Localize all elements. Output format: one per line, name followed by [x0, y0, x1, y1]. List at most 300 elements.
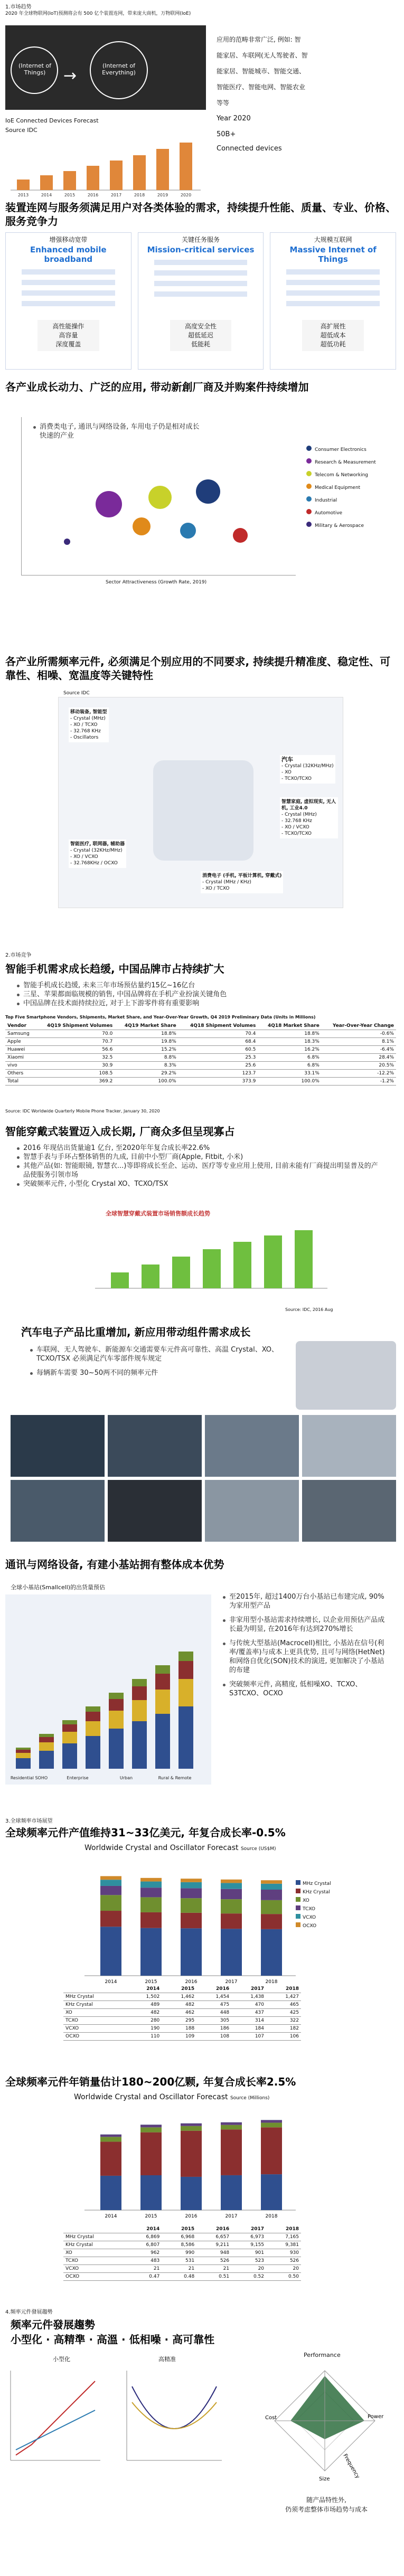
legend-swatch	[296, 1914, 300, 1919]
table-cell: 462	[162, 2009, 196, 2017]
callout-smart-home	[280, 797, 338, 838]
radar-label: Size	[319, 2476, 330, 2482]
volume-bar	[140, 2127, 162, 2132]
wearable-bar	[295, 1230, 313, 1288]
bullet: 中国品牌在技术面持续拉近, 对于上下游零件将有重要影响	[16, 999, 386, 1008]
callout-item: - 32.768 KHz	[281, 818, 312, 824]
feature: 高容量	[59, 332, 78, 339]
radar-title: Performance	[304, 2352, 341, 2358]
car-illustration	[153, 760, 253, 861]
callout-item: - XO / VCXO	[70, 854, 98, 860]
bullet: 三星、苹果都面临规模的销售, 中国品牌将在手机产业扮演关键角色	[16, 990, 386, 999]
bubble	[64, 539, 70, 545]
table-cell: -12.2%	[322, 1070, 396, 1078]
value-bar	[261, 1880, 282, 1884]
table-row	[63, 2017, 301, 2025]
table-cell: 9,211	[196, 2241, 231, 2249]
value-legend	[296, 1880, 331, 1930]
table-row	[5, 1030, 396, 1038]
iot-label: (Internet of Things)	[18, 62, 52, 76]
chart-title	[74, 2093, 269, 2101]
smallcell-bar	[109, 1711, 124, 1729]
legend-swatch	[306, 484, 312, 489]
year-label: 2016	[185, 1979, 198, 1985]
volume-chart	[63, 2105, 317, 2221]
table-cell: 182	[266, 2025, 301, 2033]
radar-label: Frequency	[342, 2453, 361, 2480]
smallcell-bar	[16, 1748, 31, 1750]
table-cell: 70.7	[35, 1038, 115, 1046]
table-cell: 1,427	[266, 1993, 301, 2001]
legend-item	[296, 1880, 331, 1888]
legend-swatch	[306, 496, 312, 502]
table-cell: 21	[196, 2265, 231, 2273]
legend-swatch	[306, 446, 312, 451]
bullet-list	[16, 981, 386, 1008]
section-number: 2.市场竞争	[5, 952, 32, 958]
table-cell: 0.47	[127, 2273, 162, 2281]
forecast-bar	[87, 166, 99, 190]
table-cell: 1,502	[127, 1993, 162, 2001]
section-number: 4.频率元件發展趨勢	[5, 2309, 53, 2315]
year-label: 2014	[105, 1979, 117, 1985]
panel-cn-title: 关键任务服务	[182, 236, 220, 243]
value-bar	[181, 1879, 202, 1882]
wearable-bar	[111, 1272, 129, 1288]
volume-bar	[261, 2120, 282, 2122]
table-cell: 8.3%	[115, 1062, 178, 1070]
callout-item: - Crystal (32KHz/MHz)	[70, 848, 123, 853]
bullet: 与传统大型基站(Macrocell)相比, 小基站在信号(利率/覆盖率)与成本上更具优势, 且可与网络(HetNet)和网络自优化(SON)技术的演进, 更加解决了小基站的布建	[222, 1639, 391, 1675]
year-label: Year 2020	[217, 115, 251, 122]
table-cell: 483	[127, 2257, 162, 2265]
smallcell-bar	[132, 1686, 147, 1700]
table-row	[5, 1062, 396, 1070]
vendor-table	[5, 1022, 396, 1086]
col-header: 2014	[127, 2225, 162, 2233]
table-cell: 109	[162, 2033, 196, 2041]
callout-item: - 32.768 KHz	[70, 729, 101, 734]
headline: 频率元件發展趨勢	[11, 2318, 95, 2331]
col-header: Year-Over-Year Change	[322, 1022, 396, 1030]
table-cell: 901	[231, 2249, 266, 2257]
callout-item: - XO	[281, 770, 292, 775]
volume-bar	[181, 2177, 202, 2210]
callout-item: - XO / VCXO	[281, 825, 309, 830]
volume-bar	[221, 2122, 242, 2125]
table-cell: 6.8%	[258, 1062, 321, 1070]
table-row	[63, 2033, 301, 2041]
forecast-bar	[40, 175, 53, 190]
app-line: 能家居、车联网(无人驾驶者、智	[217, 52, 308, 59]
headline: 全球频率元件年销量估计180~200亿颗, 年复合成长率2.5%	[5, 2075, 296, 2088]
table-cell: 107	[231, 2033, 266, 2041]
smallcell-bar	[178, 1652, 193, 1661]
bubble-legend	[306, 444, 396, 532]
year-label: 2015	[64, 193, 76, 197]
section-number: 1.市场趋势	[5, 4, 32, 10]
bullet-list	[16, 1144, 380, 1188]
wearable-chart-title: 全球智慧穿戴式装置市场销售额成长趋势	[106, 1210, 210, 1217]
table-cell: TCXO	[63, 2017, 127, 2025]
smallcell-bar	[86, 1712, 100, 1721]
legend-swatch	[306, 458, 312, 464]
callout-consumer	[201, 871, 283, 893]
col-header: 2017	[231, 2225, 266, 2233]
legend-label: KHz Crystal	[303, 1890, 330, 1895]
radar-label: Cost	[265, 2415, 277, 2421]
table-cell: Huawei	[5, 1046, 35, 1054]
ioe-label: (Internet of Everything)	[102, 62, 136, 76]
table-cell: TCXO	[63, 2257, 127, 2265]
forecast-bar	[180, 143, 192, 190]
legend-swatch	[296, 1897, 300, 1902]
table-cell: 523	[231, 2257, 266, 2265]
x-label: Enterprise	[67, 1776, 89, 1780]
forecast-year-labels	[18, 193, 191, 197]
legend-item	[306, 444, 396, 456]
bullet: 智慧手表与手环占整体销售的九成, 目前中小型厂商(Apple, Fitbit, 小米)	[16, 1153, 380, 1162]
mid-chart-title: 高精准	[158, 2356, 176, 2363]
table-cell: 314	[231, 2017, 266, 2025]
x-label: Urban	[119, 1776, 133, 1780]
feature: 高扩展性	[320, 323, 346, 330]
smallcell-bar	[39, 1751, 54, 1769]
table-cell: 56.6	[35, 1046, 115, 1054]
legend-item	[306, 456, 396, 469]
col-header: 2017	[231, 1985, 266, 1993]
table-cell: OCXO	[63, 2273, 127, 2281]
smallcell-bar	[62, 1743, 77, 1769]
table-cell: 0.48	[162, 2273, 196, 2281]
panel-en-title: Mission-critical services	[147, 245, 255, 254]
table-cell: 21	[162, 2265, 196, 2273]
panel-bottom	[302, 320, 364, 351]
table-cell: 0.50	[266, 2273, 301, 2281]
chart-unit: Source (Millions)	[230, 2096, 270, 2101]
smallcell-bar	[86, 1736, 100, 1769]
bullet: 每辆新车需要 30~50两不同的频率元件	[29, 1369, 293, 1377]
table-cell: 19.8%	[115, 1038, 178, 1046]
section-automotive	[0, 1320, 404, 1552]
bullet-list	[29, 1345, 293, 1377]
table-cell: 21	[127, 2265, 162, 2273]
table-cell: 465	[266, 2001, 301, 2009]
legend-label: Research & Measurement	[315, 460, 376, 465]
callout-item: - Crystal (MHz)	[281, 812, 317, 817]
value-bar	[100, 1886, 121, 1895]
table-header	[63, 2225, 301, 2233]
smallcell-bar	[62, 1720, 77, 1724]
smallcell-bar	[109, 1693, 124, 1699]
section-subtitle: 2020 年全球物联网(IoT)预测将会有 500 亿个装置连网，带来庞大商机，万物联网(IoE)	[5, 11, 191, 16]
year-label: 2015	[145, 1979, 157, 1985]
value-bar	[261, 1890, 282, 1900]
value-bar	[221, 1913, 242, 1929]
table-source: Source: IDC Worldwide Quarterly Mobile Phone Tracker, January 30, 2020	[5, 1109, 160, 1114]
callout-item: - TCXO/TCXO	[281, 776, 312, 781]
table-cell: 962	[127, 2249, 162, 2257]
value-bar	[221, 1883, 242, 1889]
table-cell: 1,462	[162, 1993, 196, 2001]
table-row	[63, 2233, 301, 2241]
table-row	[63, 2025, 301, 2033]
volume-table	[63, 2225, 301, 2281]
callout-item: - Oscillators	[70, 735, 99, 740]
value-bar	[181, 1882, 202, 1888]
table-cell: 1,438	[231, 1993, 266, 2001]
panel-en-title: Enhanced mobile broadband	[30, 245, 107, 264]
volume-bar	[100, 2137, 121, 2141]
table-cell: 1,454	[196, 1993, 231, 2001]
legend-item	[306, 520, 396, 532]
forecast-bars	[17, 143, 192, 190]
col-header: Vendor	[5, 1022, 35, 1030]
legend-item	[306, 494, 396, 507]
table-cell: 305	[196, 2017, 231, 2025]
table-cell: 437	[231, 2009, 266, 2017]
panel-embb	[5, 232, 131, 370]
year-label: 2018	[265, 1979, 278, 1985]
table-cell: 25.6	[178, 1062, 258, 1070]
bubble	[180, 523, 196, 539]
table-cell: 425	[266, 2009, 301, 2017]
legend-swatch	[306, 522, 312, 527]
feature: 超低功耗	[320, 341, 346, 348]
legend-item	[296, 1913, 331, 1922]
table-cell: 531	[162, 2257, 196, 2265]
table-cell: 6,807	[127, 2241, 162, 2249]
year-label: 2016	[87, 193, 99, 197]
auto-photo	[11, 1415, 105, 1477]
table-cell: 8,586	[162, 2241, 196, 2249]
smallcell-bar	[178, 1679, 193, 1706]
panel-massive-iot	[270, 232, 396, 370]
panel-cn-title: 增强移动宽带	[49, 236, 88, 243]
callout-title: 智慧家庭, 虚拟现实, 无人机, 工业4.0	[281, 799, 336, 811]
callout-item: - Crystal (32KHz/MHz)	[281, 763, 334, 769]
smallcell-bar	[39, 1734, 54, 1737]
table-cell: 20	[231, 2265, 266, 2273]
section-requirements	[0, 201, 404, 375]
wearable-chart	[90, 1220, 333, 1304]
source-note: Source IDC	[63, 691, 90, 696]
bubble	[233, 528, 248, 543]
panel-bottom	[37, 320, 99, 351]
panel-mission-critical	[138, 232, 264, 370]
wearable-bar	[233, 1242, 251, 1288]
legend-swatch	[296, 1922, 300, 1927]
table-cell: 948	[196, 2249, 231, 2257]
headline: 汽车电子产品比重增加, 新应用带动组件需求成长	[21, 1326, 251, 1338]
car-photo	[296, 1341, 396, 1410]
table-cell: 8.1%	[322, 1038, 396, 1046]
legend-label: Industrial	[315, 498, 337, 503]
table-row	[63, 2273, 301, 2281]
bullet: 突破频率元件, 小型化 Crystal XO、TCXO/TSX	[16, 1180, 380, 1188]
callout-title: 汽车	[281, 756, 293, 763]
year-label: 2017	[110, 193, 122, 197]
section-smallcell	[0, 1552, 404, 1816]
legend-swatch	[306, 471, 312, 476]
table-cell: 369.2	[35, 1078, 115, 1086]
arrow-icon: →	[63, 67, 77, 85]
table-cell: 32.5	[35, 1054, 115, 1062]
table-cell: 184	[231, 2025, 266, 2033]
x-label: Rural & Remote	[158, 1776, 192, 1780]
chart-title-text: Worldwide Crystal and Oscillator Forecast	[74, 2093, 228, 2101]
callout-title: 移动装备, 智能型	[70, 710, 107, 715]
chart-unit: Source (US$M)	[240, 1846, 276, 1852]
bullet-list	[222, 1592, 391, 1698]
year-label: 2014	[105, 2214, 117, 2219]
smallcell-bar	[86, 1721, 100, 1736]
smallcell-bar	[62, 1732, 77, 1743]
value-bar	[261, 1900, 282, 1914]
precision-chart	[121, 2365, 227, 2471]
forecast-bar	[63, 171, 76, 190]
section-trends	[0, 2307, 404, 2576]
legend-label: Military & Aerospace	[315, 523, 364, 529]
service-panels	[5, 232, 396, 370]
table-cell: 0.51	[196, 2273, 231, 2281]
table-cell: 6,968	[162, 2233, 196, 2241]
smallcell-bar	[16, 1758, 31, 1769]
table-row	[5, 1070, 396, 1078]
headline: 智能手机需求成长趋缓, 中国品牌市占持续扩大	[5, 963, 224, 975]
year-label: 2018	[134, 193, 145, 197]
iot-banner	[5, 25, 206, 110]
callout-title: 智能医疗, 联网器, 辅助器	[70, 842, 125, 847]
section-global-value	[0, 1816, 404, 2054]
smallcell-chart	[5, 1594, 211, 1785]
callout-item: - XO / TCXO	[202, 886, 230, 891]
table-cell: MHz Crystal	[63, 1993, 127, 2001]
col-header: 4Q18 Market Share	[258, 1022, 321, 1030]
callout-item: - Crystal (MHz / KHz)	[202, 880, 251, 885]
auto-photo	[302, 1480, 396, 1542]
legend-label: Telecom & Networking	[315, 473, 368, 478]
left-chart-title: 小型化	[53, 2356, 70, 2363]
smallcell-bar	[16, 1753, 31, 1758]
table-cell: 482	[127, 2009, 162, 2017]
app-line: 应用的范畴非常广泛, 例如: 智	[217, 36, 301, 43]
callout-auto	[280, 755, 335, 784]
table-cell: 6,869	[127, 2233, 162, 2241]
table-cell: 489	[127, 2001, 162, 2009]
bullet: 突破频率元件, 高精度, 低相噪XO、TCXO、S3TCXO、OCXO	[222, 1680, 391, 1698]
table-cell: 29.2%	[115, 1070, 178, 1078]
bubble-chart	[21, 417, 296, 575]
col-header	[63, 1985, 127, 1993]
feature: 高度安全性	[185, 323, 217, 330]
table-row	[5, 1046, 396, 1054]
legend-label: OCXO	[303, 1923, 317, 1929]
feature: 超低成本	[320, 332, 346, 339]
radar-chart	[264, 2360, 386, 2487]
volume-bar	[181, 2124, 202, 2126]
table-cell: 110	[127, 2033, 162, 2041]
legend-swatch	[296, 1905, 300, 1910]
section-market-trend	[0, 0, 404, 201]
legend-label: TCXO	[303, 1907, 315, 1912]
table-cell: 188	[162, 2025, 196, 2033]
year-label: 2017	[225, 2214, 238, 2219]
bullet: 其他产品(如: 智能眼镜, 智慧衣...)等即将成长至企、运动、医疗等专业应用上使用, 目前未能有厂商提出明显普及的产品使服务引领市场	[16, 1162, 380, 1180]
table-cell: 30.9	[35, 1062, 115, 1070]
table-cell: XO	[63, 2009, 127, 2017]
headline: 各产业所需频率元件, 必须满足个别应用的不同要求, 持续提升精准度、稳定性、可靠性、相噪、宽温度等关键特性	[5, 655, 391, 682]
headline: 全球频率元件产值维持31~33亿美元, 年复合成长率-0.5%	[5, 1826, 286, 1839]
device-count: 50B+	[217, 130, 236, 138]
iot-forecast-chart	[5, 135, 206, 198]
table-cell: 190	[127, 2025, 162, 2033]
table-cell: 6,973	[231, 2233, 266, 2241]
callout-item: - 32.768KHz / OCXO	[70, 861, 118, 866]
device-label: Connected devices	[217, 145, 282, 153]
table-cell: 18.3%	[258, 1038, 321, 1046]
value-chart	[63, 1854, 317, 1986]
table-cell: 7,165	[266, 2233, 301, 2241]
value-bar	[140, 1878, 162, 1882]
legend-swatch	[306, 509, 312, 514]
volume-bar	[140, 2175, 162, 2210]
auto-photo	[302, 1415, 396, 1477]
iot-applications	[217, 32, 396, 155]
smallcell-bar	[62, 1724, 77, 1732]
table-cell: 123.7	[178, 1070, 258, 1078]
value-bar	[181, 1898, 202, 1913]
section-frequency-requirements	[0, 655, 404, 950]
volume-bar	[181, 2126, 202, 2131]
table-cell: 6.8%	[258, 1054, 321, 1062]
table-cell: 0.52	[231, 2273, 266, 2281]
table-cell: -1.2%	[322, 1078, 396, 1086]
table-cell: Samsung	[5, 1030, 35, 1038]
bubble	[196, 479, 220, 504]
value-bar	[221, 1889, 242, 1899]
bubble	[148, 486, 172, 509]
table-cell: 20.5%	[322, 1062, 396, 1070]
section-industry-growth	[0, 380, 404, 655]
smallcell-chart-title: 全球小基站(Smallcell)的出货量预估	[11, 1584, 106, 1591]
value-bar	[181, 1928, 202, 1976]
legend-item	[296, 1896, 331, 1905]
table-row	[63, 2265, 301, 2273]
table-cell: 18.8%	[258, 1030, 321, 1038]
smallcell-bar	[155, 1674, 170, 1690]
bubble	[133, 517, 151, 535]
smallcell-bar	[86, 1706, 100, 1712]
table-header	[5, 1022, 396, 1030]
bullet: 2016 年现估出货量逾1 亿台, 至2020年年复合成长率22.6%	[16, 1144, 380, 1153]
bullet: 至2015年, 超过1400万台小基站已布建完成, 90%为家用型产品	[222, 1592, 391, 1610]
smallcell-bar	[178, 1706, 193, 1769]
year-label: 2014	[41, 193, 52, 197]
volume-bar	[221, 2129, 242, 2175]
table-cell: -0.6%	[322, 1030, 396, 1038]
table-cell: Others	[5, 1070, 35, 1078]
volume-bar	[261, 2174, 282, 2210]
forecast-bar	[156, 149, 169, 190]
table-cell: 9,155	[231, 2241, 266, 2249]
headline: 智能穿戴式装置迈入成长期, 厂商众多但呈现寡占	[5, 1125, 235, 1138]
value-bar	[261, 1914, 282, 1929]
table-cell: XO	[63, 2249, 127, 2257]
table-cell: 108.5	[35, 1070, 115, 1078]
wearable-bar	[264, 1235, 282, 1288]
legend-label: Automotive	[315, 511, 343, 516]
